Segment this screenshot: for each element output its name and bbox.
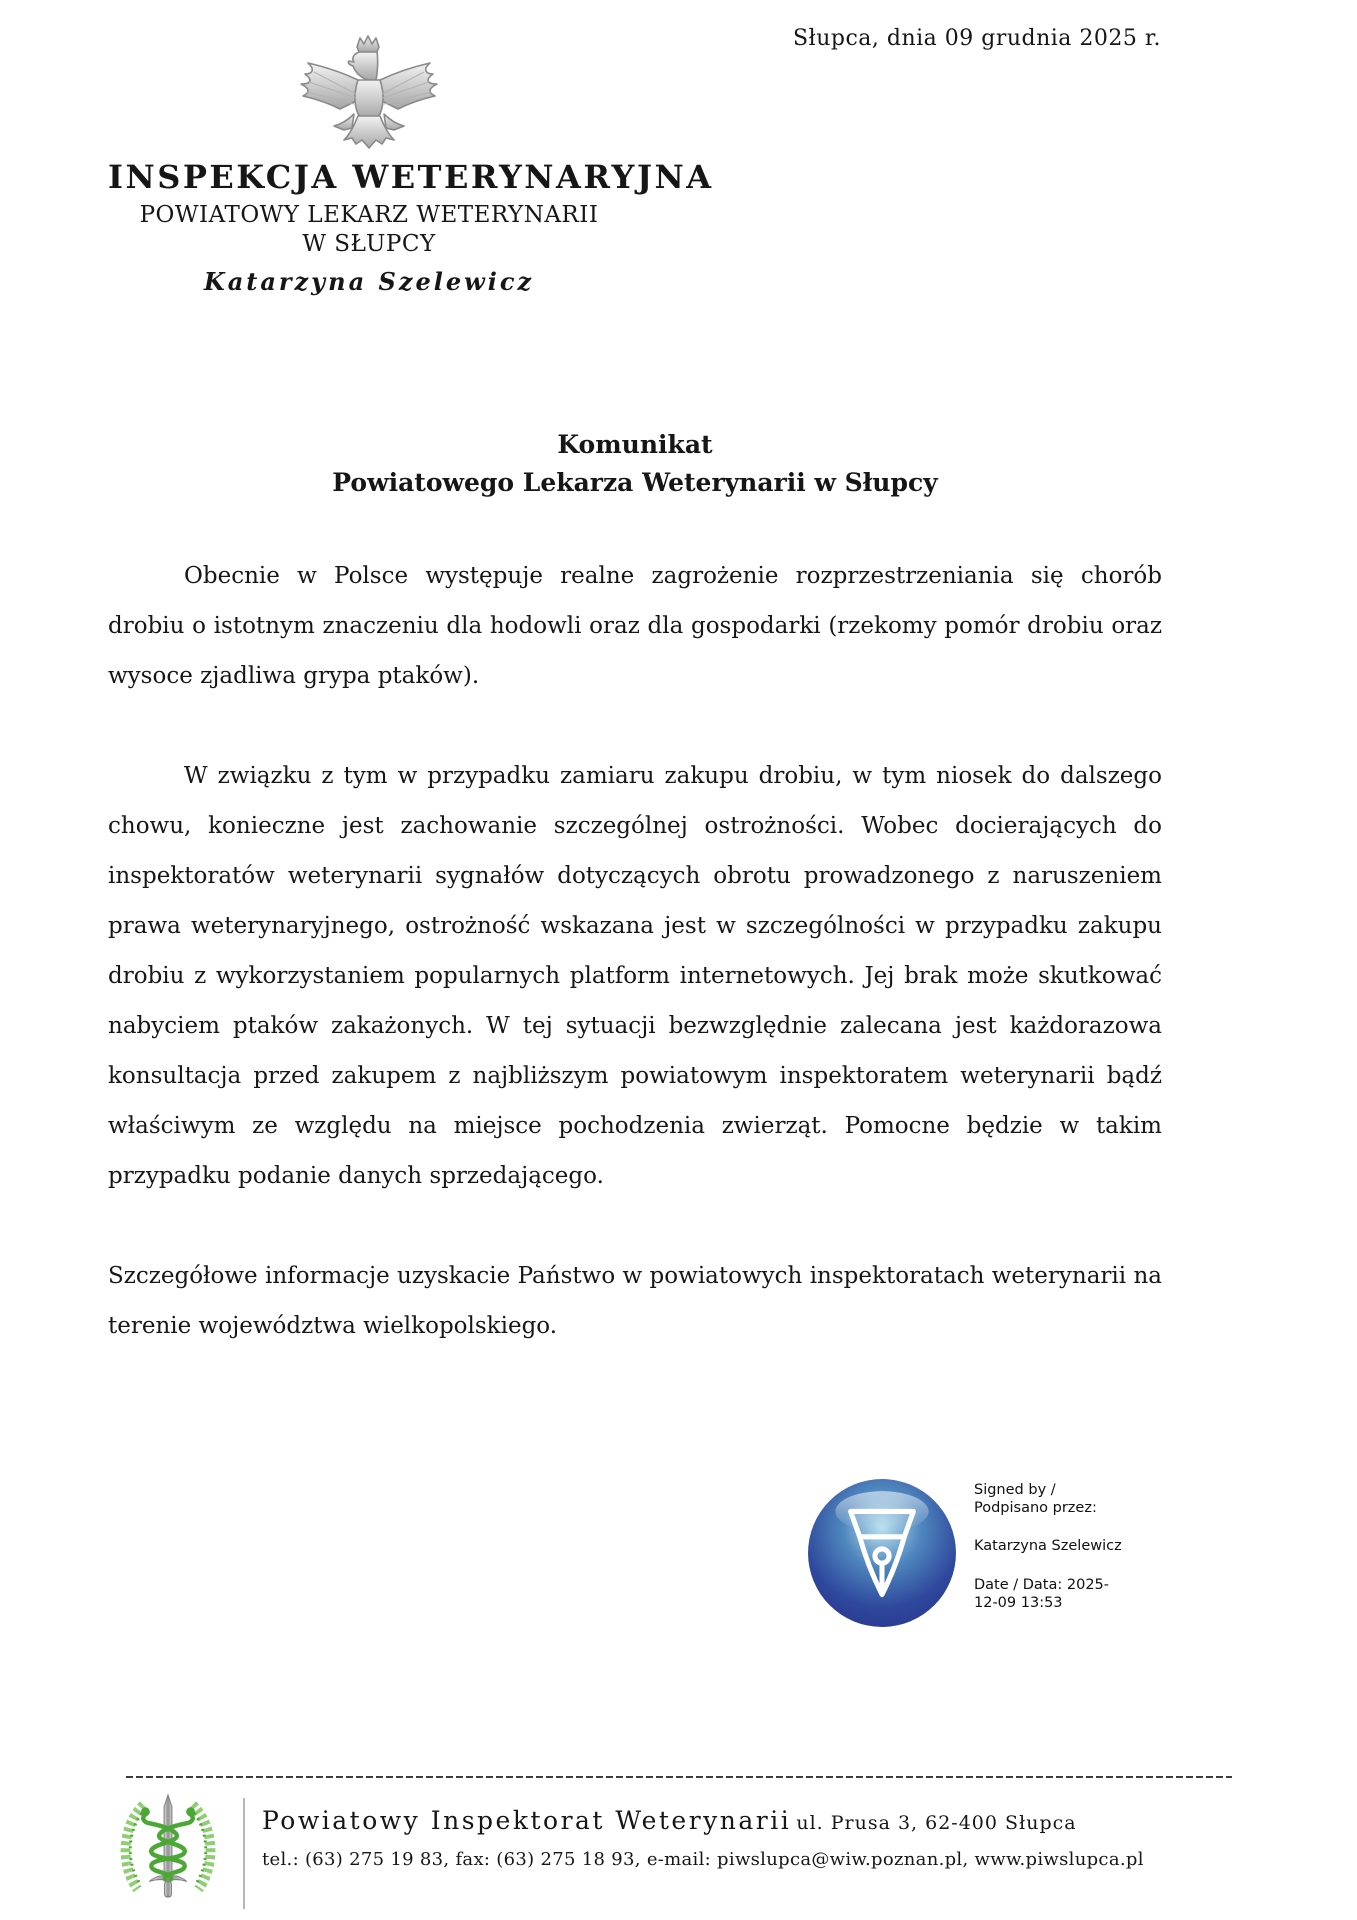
- signature-date-line1: Date / Data: 2025-: [974, 1577, 1110, 1594]
- office-title-line2: W SŁUPCY: [302, 231, 436, 257]
- body-paragraph-3: Szczegółowe informacje uzyskacie Państwo w powiatowych inspektoratach weterynarii na terenie województwa wielkopolskiego.: [108, 1263, 1162, 1339]
- letterhead: [108, 34, 714, 296]
- signed-by-label-line1: Signed by /: [974, 1482, 1056, 1498]
- footer-text-block: [262, 1806, 1144, 1870]
- polish-eagle-emblem-icon: [108, 34, 630, 156]
- footer-contact-line: tel.: (63) 275 19 83, fax: (63) 275 18 93, e-mail: piwslupca@wiw.poznan.pl, www.piwslupca.pl: [262, 1849, 1144, 1870]
- document-title-line2: Powiatowego Lekarza Weterynarii w Słupcy: [332, 468, 938, 497]
- footer-org-name: Powiatowy Inspektorat Weterynarii: [262, 1806, 792, 1835]
- footer-line1: [262, 1806, 1144, 1835]
- digital-signature-block: [806, 1477, 1184, 1633]
- organization-name: INSPEKCJA WETERYNARYJNA: [108, 158, 714, 196]
- pen-nib-seal-icon: [806, 1477, 958, 1633]
- signed-by-label-line2: Podpisano przez:: [974, 1499, 1097, 1516]
- body-paragraph-2: W związku z tym w przypadku zamiaru zakupu drobiu, w tym niosek do dalszego chowu, konieczne jest zachowanie szczególnej ostrożności. Wobec docierających do inspektoratów weterynarii sygnałów dotyczących obrotu prowadzonego z naruszeniem prawa weterynaryjnego, ostrożność wskazana jest w szczególności w przypadku zakupu drobiu z wykorzystaniem popularnych platform internetowych. Jej brak może skutkować nabyciem ptaków zakażonych. W tej sytuacji bezwzględnie zalecana jest każdorazowa konsultacja przed zakupem z najbliższym powiatowym inspektoratem weterynarii bądź właściwym ze względu na miejsce pochodzenia zwierząt. Pomocne będzie w takim przypadku podanie danych sprzedającego.: [108, 763, 1162, 1189]
- officer-name: Katarzyna Szelewicz: [203, 267, 535, 296]
- signer-name: Katarzyna Szelewicz: [974, 1538, 1122, 1555]
- signature-text: [974, 1477, 1184, 1612]
- document-date: Słupca, dnia 09 grudnia 2025 r.: [792, 26, 1161, 51]
- document-title: [108, 426, 1162, 502]
- document-body: [108, 551, 1162, 1401]
- signature-date-line2: 12-09 13:53: [974, 1594, 1063, 1611]
- footer-address: ul. Prusa 3, 62-400 Słupca: [796, 1812, 1077, 1834]
- document-title-line1: Komunikat: [557, 430, 713, 459]
- body-paragraph-1: Obecnie w Polsce występuje realne zagrożenie rozprzestrzeniania się chorób drobiu o istotnym znaczeniu dla hodowli oraz dla gospodarki (rzekomy pomór drobiu oraz wysoce zjadliwa grypa ptaków).: [108, 563, 1162, 689]
- footer-dashed-separator: [126, 1776, 1232, 1778]
- office-title-line1: POWIATOWY LEKARZ WETERYNARII: [139, 202, 599, 228]
- veterinary-wreath-sword-snakes-logo-icon: [114, 1791, 222, 1911]
- footer-vertical-divider: [243, 1798, 245, 1909]
